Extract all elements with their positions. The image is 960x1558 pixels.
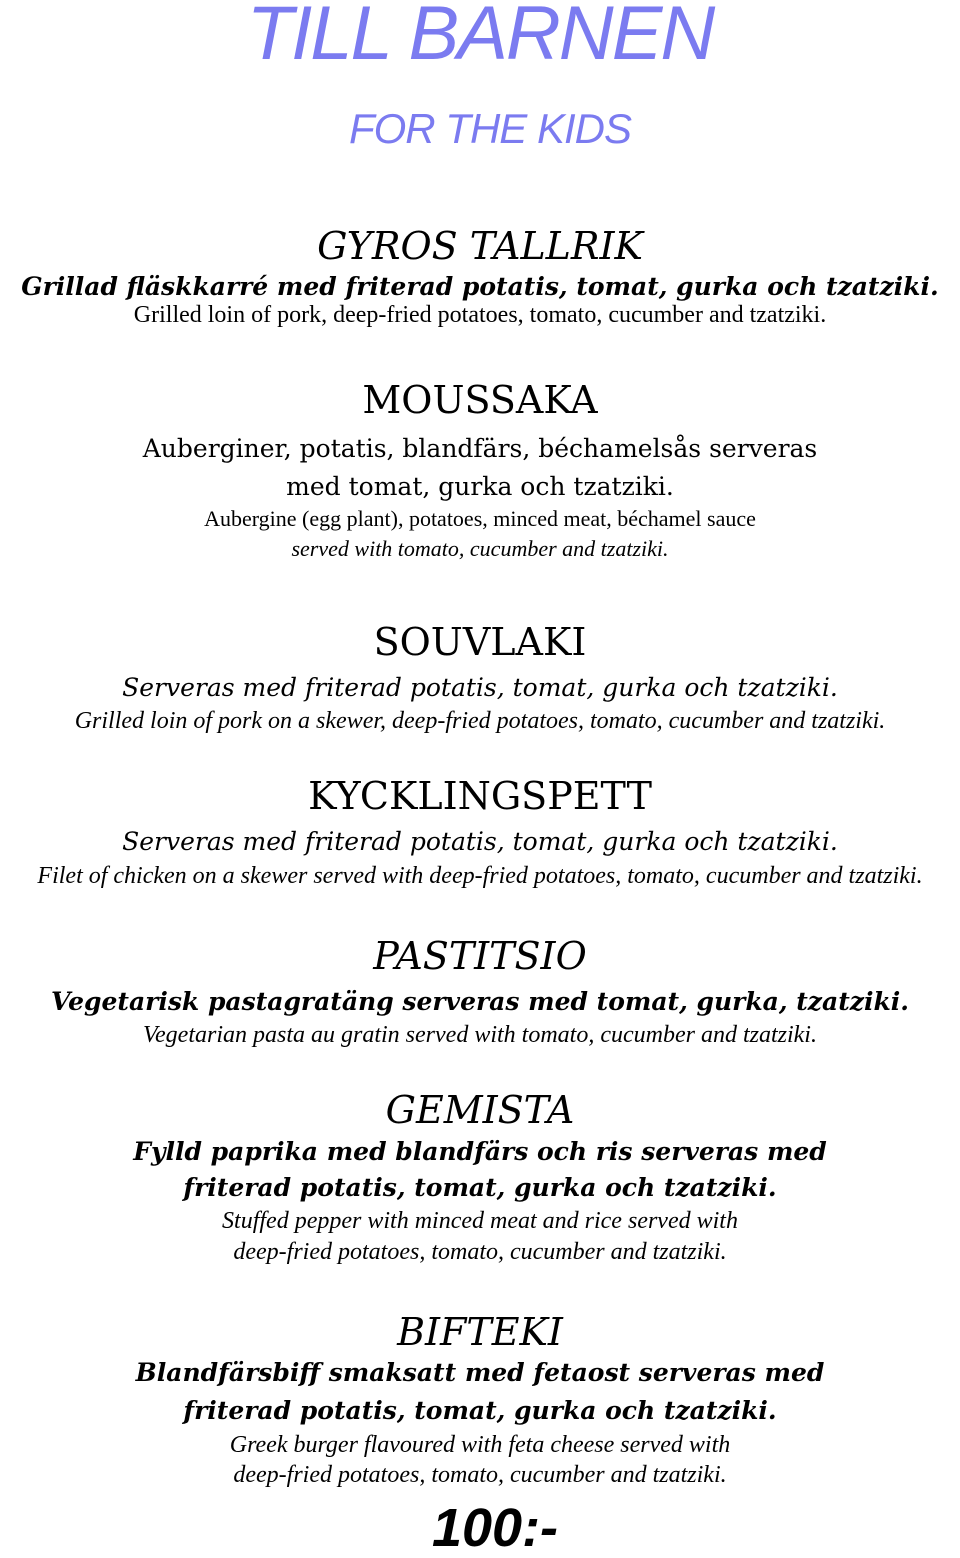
dish-name: GYROS TALLRIK bbox=[317, 224, 643, 268]
dish-description-english bbox=[0, 1206, 960, 1268]
dish-name: PASTITSIO bbox=[373, 934, 587, 978]
dish-name: KYCKLINGSPETT bbox=[308, 774, 652, 818]
dish-description-english bbox=[0, 504, 960, 564]
dish-gemista bbox=[0, 1088, 960, 1268]
price: 100:- bbox=[431, 1498, 559, 1558]
description-line: deep-fried potatoes, tomato, cucumber and tzatziki. bbox=[233, 1462, 727, 1488]
dish-description-swedish bbox=[0, 430, 960, 506]
description-line: Aubergine (egg plant), potatoes, minced meat, béchamel sauce bbox=[204, 506, 756, 531]
dish-pastitsio bbox=[0, 934, 960, 1050]
dish-description-english bbox=[0, 706, 960, 736]
description-line: med tomat, gurka och tzatziki. bbox=[286, 472, 674, 501]
description-line: Vegetarisk pastagratäng serveras med tomat, gurka, tzatziki. bbox=[51, 987, 909, 1016]
menu-subtitle: FOR THE KIDS bbox=[348, 105, 632, 152]
menu-title: TILL BARNEN bbox=[246, 0, 714, 76]
dish-description-english bbox=[0, 1020, 960, 1050]
description-line: deep-fried potatoes, tomato, cucumber and tzatziki. bbox=[233, 1239, 727, 1265]
description-line: Auberginer, potatis, blandfärs, béchamelsås serveras bbox=[142, 434, 818, 463]
dish-name: GEMISTA bbox=[385, 1088, 575, 1132]
dish-description-swedish bbox=[0, 984, 960, 1020]
dish-souvlaki bbox=[0, 620, 960, 736]
description-line: Stuffed pepper with minced meat and rice served with bbox=[222, 1208, 738, 1234]
dish-description-swedish bbox=[0, 824, 960, 860]
dish-moussaka bbox=[0, 378, 960, 564]
description-line: Blandfärsbiff smaksatt med fetaost serveras med bbox=[135, 1358, 825, 1387]
dish-description-swedish bbox=[0, 670, 960, 706]
description-line: Serveras med friterad potatis, tomat, gurka och tzatziki. bbox=[122, 673, 838, 702]
dish-kycklingspett bbox=[0, 774, 960, 892]
dish-description-english bbox=[0, 300, 960, 330]
dish-description-english bbox=[0, 1430, 960, 1490]
description-line: friterad potatis, tomat, gurka och tzatziki. bbox=[183, 1173, 777, 1202]
dish-gyros-tallrik bbox=[0, 224, 960, 330]
dish-name: BIFTEKI bbox=[397, 1310, 563, 1354]
dish-name: MOUSSAKA bbox=[362, 378, 598, 422]
description-line: Fylld paprika med blandfärs och ris serveras med bbox=[133, 1137, 827, 1166]
dish-name: SOUVLAKI bbox=[373, 620, 587, 664]
description-line: Serveras med friterad potatis, tomat, gurka och tzatziki. bbox=[122, 827, 838, 856]
dish-description-swedish bbox=[0, 1134, 960, 1206]
description-line: friterad potatis, tomat, gurka och tzatziki. bbox=[183, 1396, 777, 1425]
dish-description-english bbox=[0, 860, 960, 892]
dish-bifteki bbox=[0, 1310, 960, 1490]
description-line: Grilled loin of pork on a skewer, deep-fried potatoes, tomato, cucumber and tzatziki. bbox=[74, 708, 886, 734]
description-line: Grilled loin of pork, deep-fried potatoes, tomato, cucumber and tzatziki. bbox=[133, 302, 827, 328]
dish-description-swedish bbox=[0, 1354, 960, 1430]
description-line: served with tomato, cucumber and tzatziki. bbox=[291, 536, 669, 561]
description-line: Vegetarian pasta au gratin served with tomato, cucumber and tzatziki. bbox=[143, 1022, 817, 1048]
description-line: Grillad fläskkarré med friterad potatis, tomat, gurka och tzatziki. bbox=[21, 272, 939, 301]
description-line: Greek burger flavoured with feta cheese served with bbox=[229, 1432, 731, 1458]
description-line: Filet of chicken on a skewer served with deep-fried potatoes, tomato, cucumber and tzatziki. bbox=[37, 863, 923, 889]
